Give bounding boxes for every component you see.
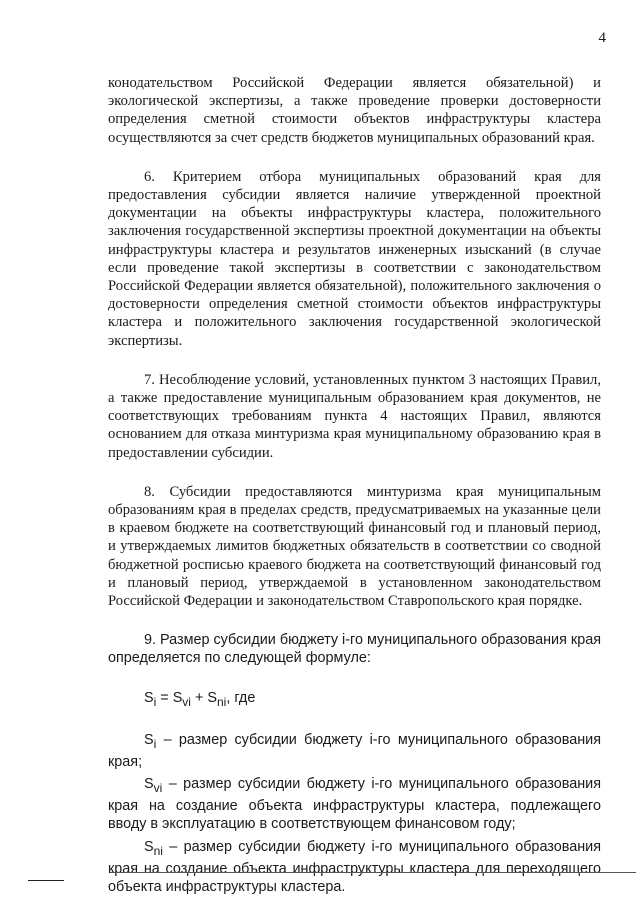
definition-si: [108, 731, 601, 771]
definition-svi: [108, 775, 601, 833]
document-body: [108, 74, 601, 900]
definition-subscript: ni: [153, 843, 163, 858]
definition-subscript: i: [153, 736, 157, 751]
definition-text: – размер субсидии бюджету i-го муниципального образования края на создание объекта инфраструктуры кластера, подлежащего вводу в эксплуатацию в соответствующем финансовом году;: [108, 776, 601, 833]
definition-text: – размер субсидии бюджету i-го муниципального образования края на создание объекта инфраструктуры кластера для переходящего объекта инфраструктуры кластера.: [108, 838, 601, 895]
paragraph-9: 9. Размер субсидии бюджету i-го муниципального образования края определяется по следующей формуле:: [108, 632, 601, 667]
definition-text: – размер субсидии бюджету i-го муниципального образования края;: [108, 731, 601, 770]
formula-sni-sub: ni: [216, 694, 227, 709]
paragraph-8: 8. Субсидии предоставляются минтуризма края муниципальным образованиям края в пределах средств, предусматриваемых на указанные цели в краевом бюджете на соответствующий финансовый год и плановый период, и утверждаемых лимитов бюджетных обязательств в соответствии со сводной бюджетной росписью краевого бюджета на соответствующий финансовый год и плановый период, утверждаемой в установленном законодательством Российской Федерации и законодательством Ставропольского края порядке.: [108, 483, 601, 610]
definition-symbol: S: [144, 731, 154, 748]
footer-mark: [28, 880, 64, 881]
footer-divider: [110, 872, 636, 873]
formula-svi: S: [172, 689, 183, 706]
page-number: 4: [598, 30, 606, 46]
definition-subscript: vi: [153, 780, 163, 795]
definition-sni: [108, 838, 601, 896]
formula-plus: +: [190, 689, 208, 706]
formula-sni: S: [207, 689, 217, 706]
definition-symbol: S: [144, 838, 154, 855]
formula-s-sub: i: [153, 694, 157, 709]
paragraph-6: 6. Критерием отбора муниципальных образований края для предоставления субсидии является наличие утвержденной проектной документации на объекты инфраструктуры кластера, положительного заключения государственной экспертизы проектной документации на объекты инфраструктуры кластера и результатов инженерных изысканий (в случае если проведение такой экспертизы в соответствии с законодательством Российской Федерации является обязательной), положительного заключения о достоверности определения сметной стоимости объектов инфраструктуры кластера и положительного заключения государственной экологической экспертизы.: [108, 168, 601, 349]
paragraph-7: 7. Несоблюдение условий, установленных пунктом 3 настоящих Правил, а также предоставление муниципальным образованием края документов, не соответствующих требованиям пункта 4 настоящих Правил, являются основанием для отказа минтуризма края муниципальному образованию края в предоставлении субсидии.: [108, 371, 601, 461]
formula-s: S: [144, 689, 154, 706]
formula-svi-sub: vi: [182, 694, 191, 709]
definition-symbol: S: [144, 776, 154, 793]
formula-eq: =: [156, 689, 173, 706]
formula-tail: , где: [226, 689, 256, 706]
paragraph-continuation: конодательством Российской Федерации является обязательной) и экологической экспертизы, а также проведение проверки достоверности определения сметной стоимости объектов инфраструктуры кластера осуществляются за счет средств бюджетов муниципальных образований края.: [108, 75, 601, 146]
formula: [108, 689, 601, 711]
